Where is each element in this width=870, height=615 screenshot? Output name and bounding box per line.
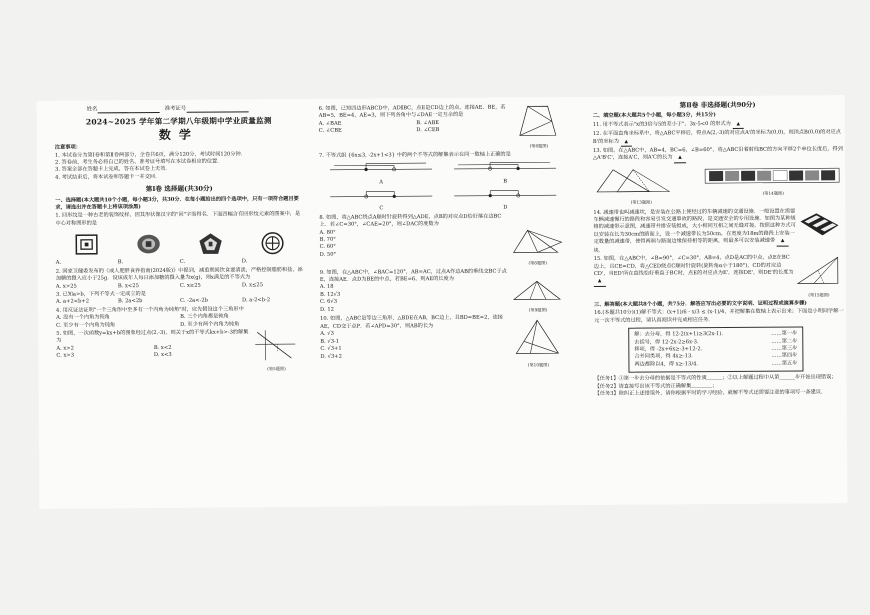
q6-options (319, 119, 514, 135)
rotation-triangle-figure (509, 226, 563, 256)
q10-option-a[interactable]: A. √3 (320, 331, 334, 338)
q5-option-a[interactable]: A. x>2 (56, 345, 74, 352)
q10-options (320, 330, 510, 361)
subject-title: 数学 (158, 127, 199, 142)
q1-option-c[interactable]: C. (179, 259, 186, 266)
section-solve: 三、解答题(本大题共8个小题，共75分．解答应写出必要的文字说明、证明过程或演算步骤) (594, 300, 807, 308)
question-12: 12. 在平面直角坐标系中，将△ABC平移后，得点A(2,-3)的对应点A'的坐标为(0,0)，则顶点B(0,0)的对应点B'的坐标为 ▲ (593, 129, 843, 147)
question-7: 7. 不等式组 {6x≤3, -2x+1<3} 中的两个不等式的解集表示在同一数轴上正确的是 (318, 151, 511, 159)
q6-fig-label: (第6题图) (529, 143, 549, 149)
q6-option-a[interactable]: A. ∠BAE (318, 120, 342, 127)
pattern-d-icon (258, 230, 286, 256)
q5-option-b[interactable]: B. x<2 (153, 344, 172, 351)
q14-fig-label: (第14题图) (762, 190, 784, 197)
question-13: 13. 如图，在△ABC中，AB=4，BC=6，∠B=60°，将△ABC沿着射线BC的方向平移2个单位长度后，得到△A'B'C'，连接A'C，则A'C的长为 ▲ (592, 146, 843, 162)
q3-option-c[interactable]: C. -2a<-2b (179, 297, 208, 305)
q6-figure (514, 103, 564, 150)
q6-option-b[interactable]: B. ∠ABE (416, 119, 440, 126)
name-label: 姓名 (86, 106, 98, 113)
q9-option-c[interactable]: C. 6√3 (319, 299, 338, 306)
note-3: 3. 答案全部在答题卡上完成，答在本试卷上无效． (55, 166, 171, 174)
q15-answer-blank[interactable]: ▲ (594, 278, 606, 286)
q8-figure (509, 212, 565, 267)
step-4: 合并同类项，得 4x≥-13． ……第四步 (634, 352, 798, 361)
q15-fig-label: (第15题图) (808, 291, 830, 297)
q13-answer-blank[interactable]: ▲ (674, 155, 686, 163)
q13-fig-label: (第13题图) (630, 199, 652, 205)
note-4: 4. 考试结束后，将本试卷和答题卡一并交回． (55, 173, 161, 181)
q5-option-c[interactable]: C. x>3 (56, 352, 75, 359)
q7-option-c[interactable] (319, 186, 443, 214)
column-3 (593, 101, 845, 398)
q4-option-d[interactable]: D. 至少有两个内角为钝角 (180, 320, 240, 328)
q6-option-c[interactable]: C. ∠CBE (318, 127, 342, 135)
step-5: 两边都除以4，得 x≥-13/4． ……第五步 (634, 360, 798, 368)
name-field[interactable] (97, 108, 159, 113)
q10-option-c[interactable]: C. √3+1 (320, 345, 342, 352)
q7-label-d: D (503, 204, 508, 212)
candidate-info (55, 105, 303, 114)
q3-option-d[interactable]: D. a-2<b-2 (241, 297, 271, 304)
q11-answer-blank[interactable]: ▲ (732, 121, 744, 129)
q13-figure (593, 165, 689, 206)
section-choice: 一、选择题(本大题共10个小题，每小题3分，共30分．在每小题给出的四个选项中，只有一项符合题目要求，请选出并在答题卡上将该项涂黑) (55, 195, 299, 211)
q13-q14-figures (593, 164, 843, 207)
note-2: 2. 答卷前，考生务必将自己的姓名、准考证号填写在本试卷相应的位置． (54, 158, 223, 166)
q2-option-d[interactable]: D. x≤25 (241, 281, 264, 288)
translation-triangle-figure (593, 165, 687, 196)
number-line-d (450, 185, 560, 202)
q4-options (56, 313, 304, 330)
column-1 (55, 105, 305, 374)
section-fill: 二、填空题(本大题共5个小题，每小题3分，共15分) (592, 112, 716, 120)
linear-graph-figure (251, 328, 297, 362)
q7-number-lines (319, 158, 567, 213)
q6-option-d[interactable]: D. ∠CEB (416, 127, 440, 134)
isosceles-triangle-figure (510, 273, 564, 303)
q5-option-d[interactable]: D. x<3 (153, 352, 172, 359)
question-15: 15. 如图，在△ABC中，∠B=90°，∠C=30°，AB=4，点D是AC的中点，点E在BC边上，且CE=CD，将△CED绕点C顺时针旋转(旋转角α小于180°)，CD的对应边CD'，当ED'所在直线恰好垂直于BC时，点E的对应点为E'，连接DE'，则DE'的长度为 ▲ (594, 255, 794, 287)
q8-option-c[interactable]: C. 60° (319, 244, 336, 251)
task-3: 【任务3】除纠正上述错误外，请你根据平时的学习经验，就解不等式还需要注意的事项写一条建议． (594, 389, 827, 397)
q2-option-a[interactable]: A. x>25 (55, 283, 77, 290)
exam-title: 2024~2025 学年第二学期八年级期中学业质量监测 (85, 116, 272, 127)
q7-label-b: B (503, 178, 508, 185)
column-2 (319, 103, 569, 370)
q9-options (320, 283, 510, 314)
q9-option-d[interactable]: D. 12 (320, 306, 334, 313)
step-3: 移项，得 -2x+6x≥-3+12-2． ……第三步 (634, 345, 798, 353)
note-1: 1. 本试卷分为第Ⅰ卷和第Ⅱ卷两部分，全卷共6页，满分120分，考试时间120分钟． (54, 150, 246, 159)
q10-option-b[interactable]: B. √3-1 (320, 338, 340, 345)
q15-figure (794, 253, 844, 298)
q5-fig-label: (第5题图) (267, 366, 286, 372)
pattern-a-icon (73, 232, 101, 258)
question-8: 8. 如图，将△ABC绕点A顺时针旋转得到△ADE，点B的对应点D恰好落在边BC上．若∠C=30°，∠CAE=20°，则∠DAC的度数为 (319, 213, 502, 229)
q5-figure (251, 328, 301, 373)
q7-label-c: C (379, 205, 384, 212)
pattern-c-icon (196, 231, 224, 257)
q8-option-d[interactable]: D. 50° (319, 251, 337, 258)
question-16: 16.(本题共10分)(1)解不等式：(x+1)/6 - x/3 ≤ (x-1)/4，并把解集在数轴上表示出来；下面是小明同学解一元一次不等式的过程，请认真阅读并完成相应任务． (594, 308, 844, 324)
question-9: 9. 如图，在△ABC中，∠BAC=120°，AB=AC，过点A作边AB的垂线交BC于点E，连接AE．点D为BE的中点，若BE=6，则AE的长度为 (319, 268, 507, 283)
speed-bump-photo-icon (798, 211, 840, 239)
part2-heading: 第Ⅱ卷 非选择题(共90分) (679, 100, 756, 110)
question-10: 10. 如图，△ABC是等边三角形，△BDE在AB，BC边上，且BD=BE=2，连接AE，CD交于点P．若∠APD=30°，则AB的长为 (320, 315, 503, 330)
speed-bump-figure (703, 164, 841, 187)
pattern-b-icon (134, 231, 162, 257)
q3-option-a[interactable]: A. a+2<b+2 (55, 298, 90, 306)
q10-option-d[interactable]: D. √3+2 (320, 353, 342, 360)
q8-fig-label: (第8题图) (528, 260, 547, 266)
quadrilateral-figure (514, 103, 560, 139)
number-line-a (326, 159, 436, 176)
q9-fig-label: (第9题图) (528, 307, 548, 313)
question-6: 6. 如图，已知四边形ABCD中，AD∥BC，点E是CD边上的点，连接AE、BE，若AB=5，BE=4，AE=3，则下列各角中与∠DAE一定互余的是 (318, 104, 506, 120)
solution-steps-box (628, 327, 803, 373)
number-line-b (450, 158, 560, 175)
q7-option-a[interactable] (319, 159, 443, 187)
exam-no-label: 准考证号 (164, 105, 187, 112)
notes-heading: 注意事项： (54, 144, 81, 151)
exam-no-field[interactable] (186, 108, 248, 113)
question-14: 14. 减速带也叫减速坎，是安装在公路上使经过的车辆减速的交通设施．一般设置在需要车辆减速慢行的路段和容易引发交通事故的路段，是交通安全的专用设施．如图为某种规格的减速带示意图，减速带并排安装组成，大小相同互相之间无缝对接，按照这种方式可以安装在长为30cm的路面上，设一个减速带长为50cm，在宽度为18m的路段上安装一定数量的减速带，使得两端与路面边缘保持相等的距离，则最多可以安装减速带 ▲块． (593, 208, 796, 254)
right-triangle-figure (794, 253, 842, 287)
step-2: 去括号，得 12-2x-2≥6x-3． ……第二步 (634, 338, 798, 346)
q7-option-b[interactable] (443, 158, 567, 186)
question-2: 2. 国家卫健委发布的《成人肥胖食养指南(2024版)》中提到，减重期间饮食要清淡，严格控制脂肪和盐，添加糖的摄入应小于25g．设该成年人每日添加糖的摄入量为x(g)，则x满足的不等式为 (55, 266, 303, 282)
q4-option-a[interactable]: A. 没有一个内角为钝角 (56, 314, 110, 321)
q4-option-b[interactable]: B. 三个内角都是钝角 (180, 313, 229, 320)
q9-figure (510, 267, 566, 314)
q1-option-a[interactable]: A. (55, 259, 62, 266)
q9-option-a[interactable]: A. 18 (319, 284, 334, 291)
question-5: 5. 如图，一次函数y=kx+b的图象经过点(2,-3)，则关于x的不等式kx+b>-3的解集为 (56, 329, 249, 345)
task-1: 【任务1】①第一步去分母的依据是不等式的性质＿＿＿；②以上解题过程中从第＿＿＿步开始出现错误； (594, 374, 837, 383)
equilateral-triangle-figure (510, 318, 564, 358)
q10-fig-label: (第10题图) (527, 362, 550, 368)
q1-option-b[interactable]: B. (117, 259, 124, 266)
q7-option-d[interactable] (443, 185, 567, 213)
q12-answer-blank[interactable]: ▲ (621, 138, 633, 146)
q1-figures (56, 230, 304, 258)
q2-option-c[interactable]: C. x≥25 (179, 282, 201, 289)
question-4: 4. 用反证法证明"一个三角形中至多有一个内角为钝角"时，应先假设这个三角形中 (56, 306, 244, 314)
q8-options (319, 228, 509, 259)
q5-options (56, 344, 251, 360)
q8-option-b[interactable]: B. 70° (319, 236, 336, 243)
speed-bump-photo (798, 207, 842, 254)
question-3: 3. 已知a>b，下列不等式一定成立的是 (55, 290, 146, 298)
part1-heading: 第Ⅰ卷 选择题(共30分) (145, 184, 213, 194)
q2-option-b[interactable]: B. x<25 (117, 282, 139, 289)
question-1: 1. 回形纹是一种古老的装饰纹样，因其形状像汉字的"回"字而得名．下面四幅含有回形纹元素的图案中，是中心对称图形的是 (55, 211, 301, 227)
q1-option-d[interactable]: D. (241, 258, 248, 265)
exam-paper (37, 95, 848, 509)
q4-option-c[interactable]: C. 至少有一个内角为钝角 (56, 321, 116, 329)
q3-option-b[interactable]: B. 2a<2b (117, 298, 143, 305)
q7-label-a: A (379, 179, 384, 186)
q10-figure (510, 314, 566, 369)
number-line-c (326, 186, 436, 203)
q14-figure (703, 164, 843, 206)
q14-answer-blank[interactable]: ▲ (777, 238, 789, 246)
task-2: 【任务2】请直接写出该不等式的正确解集＿＿＿＿； (594, 382, 718, 390)
q9-option-b[interactable]: B. 12√3 (319, 291, 341, 298)
question-11: 11. 用不等式表示"x的3倍与5的差小于"，3x-5<0 的形式为 ▲ (593, 120, 843, 130)
step-1: 解：去分母，得 12-2(x+1)≥3(2x-1)． ……第一步 (634, 330, 798, 338)
q8-option-a[interactable]: A. 80° (319, 229, 336, 236)
